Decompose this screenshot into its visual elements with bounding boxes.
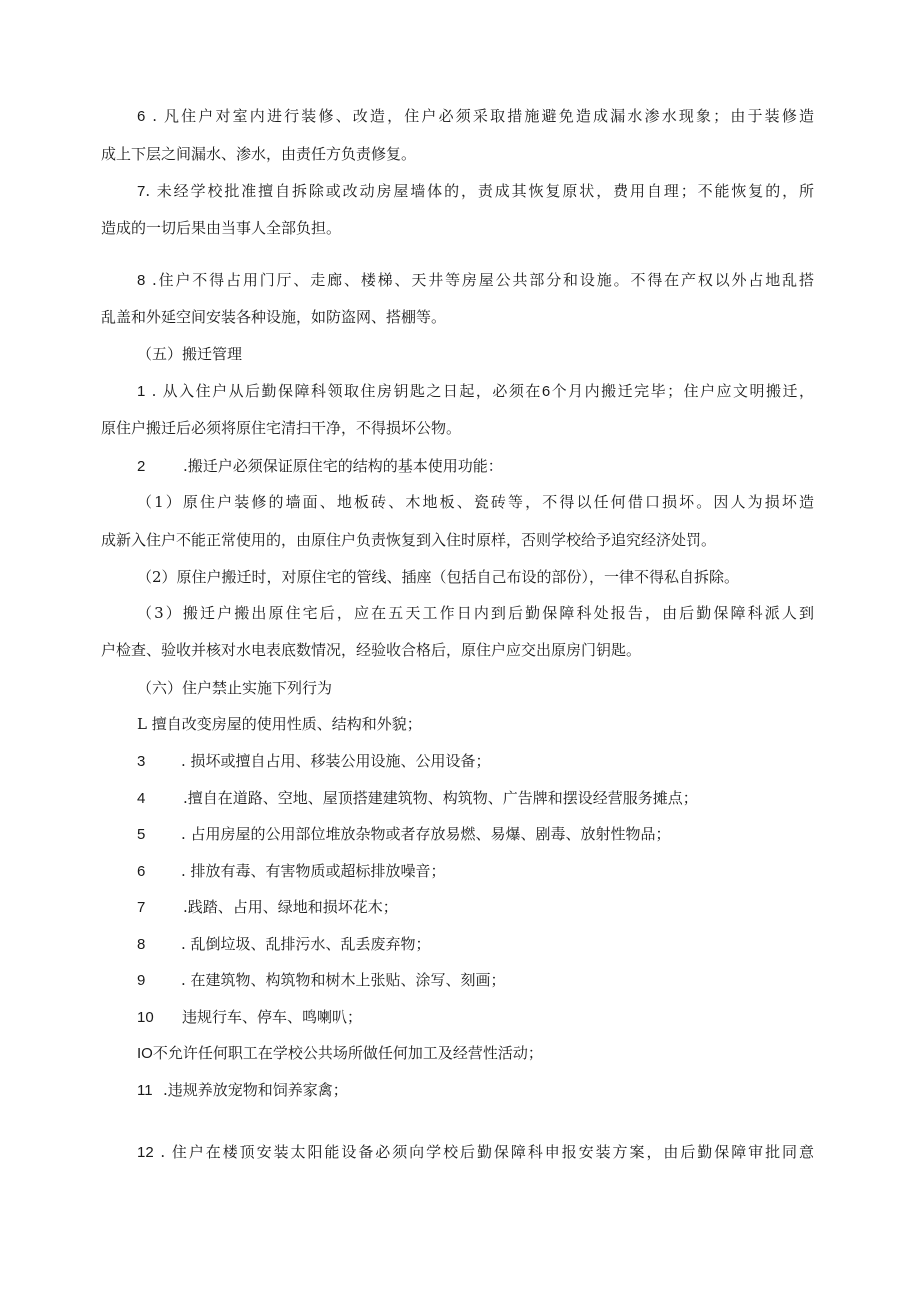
clause-7-line-1 bbox=[137, 181, 814, 202]
move-clause-2 bbox=[137, 456, 503, 477]
item-text: . 在建筑物、构筑物和树木上张贴、涂写、刻画； bbox=[181, 971, 506, 989]
clause-text: . 从入住户从后勤保障科领取住房钥匙之日起，必须在 bbox=[145, 382, 542, 400]
sub-clause-3-line-1 bbox=[137, 603, 814, 623]
sub-clause-1-line-1 bbox=[137, 492, 814, 512]
clause-text: （1）原住户装修的墙面、地板砖、木地板、瓷砖等，不得以任何借口损坏。因人为损坏造 bbox=[137, 493, 814, 511]
item-text: . 占用房屋的公用部位堆放杂物或者存放易燃、易爆、剧毒、放射性物品； bbox=[181, 825, 671, 843]
item-text: . 损坏或擅自占用、移装公用设施、公用设备； bbox=[181, 752, 491, 770]
clause-text: .住户不得占用门厅、走廊、楼梯、天井等房屋公共部分和设施。不得在产权以外占地乱搭 bbox=[145, 271, 814, 289]
prohibited-item-12 bbox=[137, 1142, 814, 1163]
clause-text: .搬迁户必须保证原住宅的结构的基本使用功能： bbox=[183, 457, 503, 475]
prohibited-item-6 bbox=[137, 861, 446, 882]
item-number: 9 bbox=[137, 972, 146, 989]
prohibited-item-10 bbox=[137, 1007, 362, 1028]
prohibited-item-7 bbox=[137, 897, 398, 918]
sub-clause-2: （2）原住户搬迁时，对原住宅的管线、插座（包括自己布设的部份），一律不得私自拆除。 bbox=[137, 568, 740, 586]
clause-text: . 凡住户对室内进行装修、改造，住户必须采取措施避免造成漏水渗水现象；由于装修造 bbox=[145, 107, 814, 125]
section-6-heading: （六）住户禁止实施下列行为 bbox=[137, 679, 333, 697]
clause-number: 8 bbox=[137, 272, 146, 289]
item-text: .擅自在道路、空地、屋顶搭建建筑物、构筑物、广告牌和摆设经营服务摊点； bbox=[183, 789, 698, 807]
item-number: IO bbox=[137, 1045, 153, 1062]
item-number: 5 bbox=[137, 826, 146, 843]
clause-number: 6 bbox=[137, 108, 146, 125]
item-text: . 住户在楼顶安装太阳能设备必须向学校后勤保障科申报安装方案，由后勤保障审批同意 bbox=[153, 1143, 814, 1161]
sub-clause-1-line-2: 成新入住户不能正常使用的，由原住户负责恢复到入住时原样，否则学校给予追究经济处罚。 bbox=[101, 531, 717, 549]
months-number: 6 bbox=[541, 383, 551, 400]
move-clause-1-line-1 bbox=[137, 381, 814, 402]
clause-number: 2 bbox=[137, 458, 146, 475]
prohibited-item-4 bbox=[137, 788, 698, 809]
item-text: 不允许任何职工在学校公共场所做任何加工及经营性活动； bbox=[152, 1044, 543, 1062]
prohibited-item-5 bbox=[137, 824, 671, 845]
item-number: 11 bbox=[137, 1082, 153, 1099]
prohibited-item-11 bbox=[137, 1080, 348, 1101]
clause-number: 7 bbox=[137, 183, 146, 200]
clause-number: 1 bbox=[137, 383, 146, 400]
prohibited-item-IO bbox=[137, 1043, 543, 1064]
item-text: .违规养放宠物和饲养家禽； bbox=[163, 1081, 348, 1099]
item-number: 10 bbox=[137, 1009, 154, 1026]
clause-8-line-2: 乱盖和外延空间安装各种设施，如防盗网、搭棚等。 bbox=[101, 308, 447, 326]
item-text: . 排放有毒、有害物质或超标排放噪音； bbox=[181, 862, 446, 880]
item-number: 12 bbox=[137, 1144, 154, 1161]
item-text: 违规行车、停车、鸣喇叭； bbox=[182, 1008, 363, 1026]
prohibited-item-L: L 擅自改变房屋的使用性质、结构和外貌； bbox=[137, 715, 422, 733]
item-text: . 乱倒垃圾、乱排污水、乱丢废弃物； bbox=[181, 935, 431, 953]
item-number: 7 bbox=[137, 899, 146, 916]
clause-7-line-2: 造成的一切后果由当事人全部负担。 bbox=[101, 219, 342, 237]
clause-8-line-1 bbox=[137, 270, 814, 291]
clause-text: （3）搬迁户搬出原住宅后，应在五天工作日内到后勤保障科处报告，由后勤保障科派人到 bbox=[137, 604, 814, 622]
clause-text-cont: 个月内搬迁完毕；住户应文明搬迁， bbox=[550, 382, 814, 400]
item-text: .践踏、占用、绿地和损坏花木； bbox=[183, 898, 398, 916]
move-clause-1-line-2: 原住户搬迁后必须将原住宅清扫干净，不得损坏公物。 bbox=[101, 419, 462, 437]
section-5-heading: （五）搬迁管理 bbox=[137, 345, 243, 363]
prohibited-item-3 bbox=[137, 751, 491, 772]
item-number: 6 bbox=[137, 863, 146, 880]
sub-clause-3-line-2: 户检查、验收并核对水电表底数情况，经验收合格后，原住户应交出原房门钥匙。 bbox=[101, 641, 642, 659]
prohibited-item-9 bbox=[137, 970, 506, 991]
item-number: 3 bbox=[137, 753, 146, 770]
clause-6-line-2: 成上下层之间漏水、渗水，由责任方负责修复。 bbox=[101, 145, 417, 163]
prohibited-item-8 bbox=[137, 934, 431, 955]
item-number: 4 bbox=[137, 790, 146, 807]
clause-text: . 未经学校批准擅自拆除或改动房屋墙体的，责成其恢复原状，费用自理；不能恢复的，所 bbox=[145, 182, 814, 200]
item-number: 8 bbox=[137, 936, 146, 953]
clause-6-line-1 bbox=[137, 106, 814, 127]
